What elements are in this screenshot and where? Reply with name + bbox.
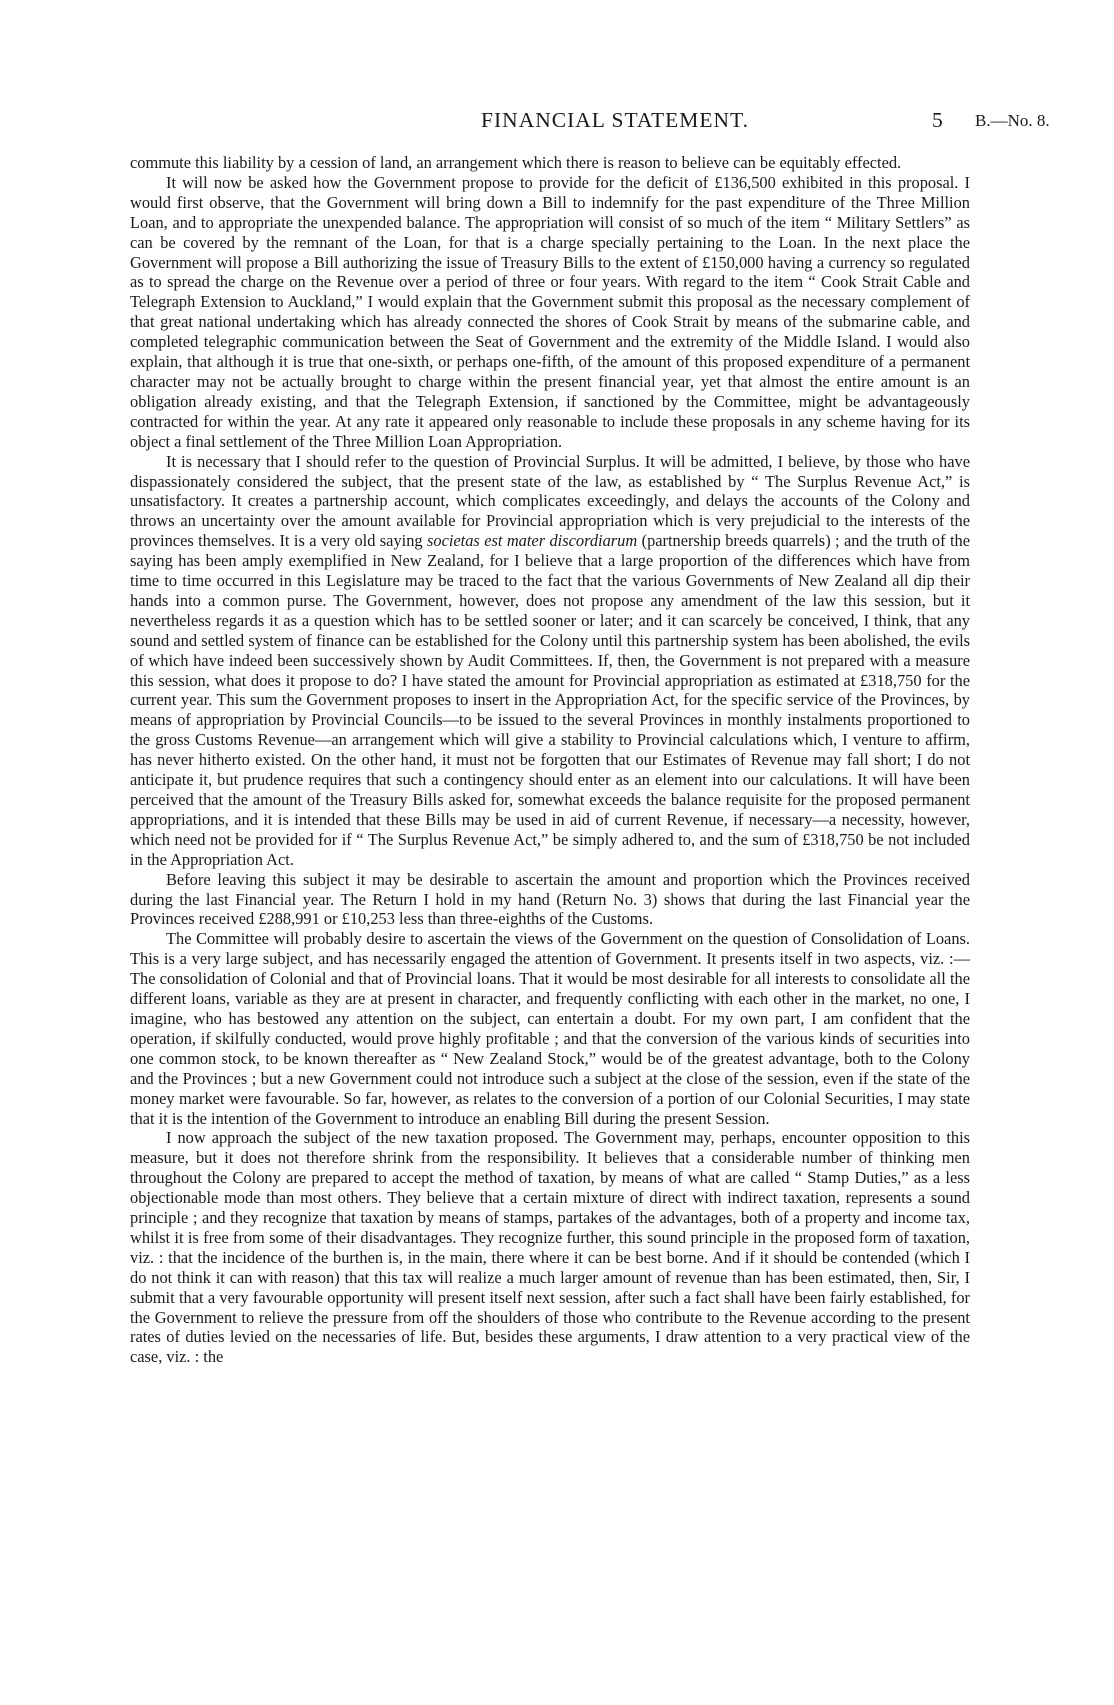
page-title: FINANCIAL STATEMENT. — [481, 108, 749, 132]
paragraph: The Committee will probably desire to ascertain the views of the Government on the question of Consolidation of Loans. This is a very large subject, and has necessarily engaged the attention of Government. It presents itself in two aspects, viz. :—The consolidation of Colonial and that of Provincial loans. That it would be most desirable for all interests to consolidate all the different loans, variable as they are at present in character, and frequently conflicting with each other in the market, no one, I imagine, who has bestowed any attention on the subject, can entertain a doubt. For my own part, I am confident that the operation, if skilfully conducted, would prove highly profitable ; and that the conversion of the various kinds of securities into one common stock, to be known thereafter as “ New Zealand Stock,” would be of the greatest advantage, both to the Colony and the Provinces ; but a new Government could not introduce such a subject at the close of the session, even if the state of the money market were favourable. So far, however, as relates to the conversion of a portion of our Colonial Securities, I may state that it is the intention of the Government to introduce an enabling Bill during the present Session. — [130, 929, 970, 1128]
paragraph: Before leaving this subject it may be desirable to ascertain the amount and proportion which the Provinces received during the last Financial year. The Return I hold in my hand (Return No. 3) shows that during the last Financial year the Provinces received £288,991 or £10,253 less than three-eighths of the Customs. — [130, 869, 970, 929]
paragraph: I now approach the subject of the new taxation proposed. The Government may, perhaps, encounter opposition to this measure, but it does not therefore shrink from the responsibility. It believes that a considerable number of thinking men throughout the Colony are prepared to accept the method of taxation, by means of what are called “ Stamp Duties,” as a less objectionable mode than most others. They believe that a certain mixture of direct with indirect taxation, represents a sound principle ; and they recognize that taxation by means of stamps, partakes of the advantages, both of a property and income tax, whilst it is free from some of their disadvantages. They recognize further, this sound principle in the proposed form of taxation, viz. : that the incidence of the burthen is, in the main, there where it can be best borne. And if it should be contended (which I do not think it can with reason) that this tax will realize a much larger amount of revenue than has been estimated, then, Sir, I submit that a very favourable opportunity will present itself next session, after such a fact shall have been fairly established, for the Government to relieve the pressure from off the shoulders of those who contribute to the Revenue according to the present rates of duties levied on the necessaries of life. But, besides these arguments, I draw attention to a very practical view of the case, viz. : the — [130, 1128, 970, 1367]
body-text — [130, 153, 970, 1367]
document-reference: B.—No. 8. — [975, 111, 1050, 130]
latin-phrase: societas est mater discordiarum — [427, 531, 638, 551]
page-header — [130, 108, 1050, 142]
paragraph: It is necessary that I should refer to the question of Provincial Surplus. It will be admitted, I believe, by those who have dispassionately considered the subject, that the present state of the law, as established by “ The Surplus Revenue Act,” is unsatisfactory. It creates a partnership account, which complicates exceedingly, and delays the accounts of the Colony and throws an uncertainty over the amount available for Provincial appropriation which is very prejudicial to the interests of the provinces themselves. It is a very old saying societas est mater discordiarum (partnership breeds quarrels) ; and the truth of the saying has been amply exemplified in New Zealand, for I believe that a large proportion of the differences which have from time to time occurred in this Legislature may be traced to the fact that the various Governments of New Zealand all dip their hands into a common purse. The Government, however, does not propose any amendment of the law this session, but it nevertheless regards it as a question which has to be settled sooner or later; and it can scarcely be conceived, I think, that any sound and settled system of finance can be established for the Colony until this partnership system has been abolished, the evils of which have indeed been successively shown by Audit Committees. If, then, the Government is not prepared with a measure this session, what does it propose to do? I have stated the amount for Provincial appropriation as estimated at £318,750 for the current year. This sum the Government proposes to insert in the Appropriation Act, for the specific service of the Provinces, by means of appropriation by Provincial Councils—to be issued to the several Provinces in monthly instalments proportioned to the gross Customs Revenue—an arrangement which will give a stability to Provincial calculations which, I venture to affirm, has never hitherto existed. On the other hand, it must not be forgotten that our Estimates of Revenue may fall short; I do not anticipate it, but prudence requires that such a contingency should enter as an element into our calculations. It will have been perceived that the amount of the Treasury Bills asked for, somewhat exceeds the balance requisite for the proposed permanent appropriations, and it is intended that these Bills may be used in aid of current Revenue, if necessary—a necessity, however, which need not be provided for if “ The Surplus Revenue Act,” be simply adhered to, and the sum of £318,750 be not included in the Appropriation Act. — [130, 451, 970, 869]
page-number: 5 — [932, 108, 943, 132]
paragraph: commute this liability by a cession of land, an arrangement which there is reason to believe can be equitably effected. — [130, 153, 902, 172]
paragraph: It will now be asked how the Government propose to provide for the deficit of £136,500 exhibited in this proposal. I would first observe, that the Government will bring down a Bill to indemnify for the past expenditure of the Three Million Loan, and to appropriate the unexpended balance. The appropriation will consist of so much of the item “ Military Settlers” as can be covered by the remnant of the Loan, for that is a charge specially pertaining to the Loan. In the next place the Government will propose a Bill authorizing the issue of Treasury Bills to the extent of £150,000 having a currency so regulated as to spread the charge on the Revenue over a period of three or four years. With regard to the item “ Cook Strait Cable and Telegraph Extension to Auckland,” I would explain that the Government submit this proposal as the necessary complement of that great national undertaking which has already connected the shores of Cook Strait by means of the submarine cable, and completed telegraphic communication between the Seat of Government and the extremity of the Middle Island. I would also explain, that although it is true that one-sixth, or perhaps one-fifth, of the amount of this proposed expenditure of a permanent character may not be actually brought to charge within the present financial year, yet that almost the entire amount is an obligation already existing, and that the Telegraph Extension, if sanctioned by the Committee, might be advantageously contracted for within the year. At any rate it appeared only reasonable to include these proposals in any scheme having for its object a final settlement of the Three Million Loan Appropriation. — [130, 172, 970, 451]
